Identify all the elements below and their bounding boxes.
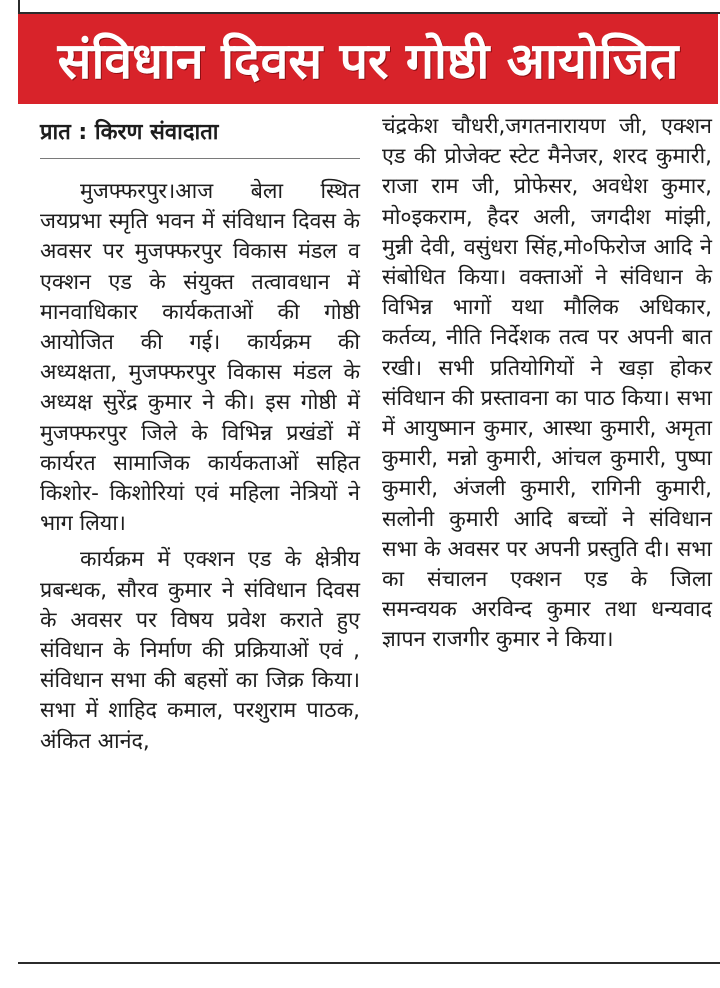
headline: संविधान दिवस पर गोष्ठी आयोजित xyxy=(57,32,679,90)
right-column xyxy=(382,112,712,656)
byline-rule xyxy=(40,158,360,159)
paragraph-2: कार्यक्रम में एक्शन एड के क्षेत्रीय प्रबन्धक, सौरव कुमार ने संविधान दिवस के अवसर पर विषय प्रवेश कराते हुए संविधान के निर्माण की प्रक्रियाओं एवं , संविधान सभा की बहसों का जिक्र किया। सभा में शाहिद कमाल, परशुराम पाठक, अंकित आनंद, xyxy=(40,547,360,754)
byline: प्रात : किरण संवादाता xyxy=(40,120,219,145)
paragraph-continued: चंद्रकेश चौधरी,जगतनारायण जी, एक्शन एड की प्रोजेक्ट स्टेट मैनेजर, शरद कुमारी, राजा राम जी, प्रोफेसर, अवधेश कुमार, मो०इकराम, हैदर अली, जगदीश मांझी, मुन्नी देवी, वसुंधरा सिंह,मो०फिरोज आदि ने संबोधित किया। वक्ताओं ने संविधान के विभिन्न भागों यथा मौलिक अधिकार, कर्तव्य, नीति निर्देशक तत्व पर अपनी बात रखी। सभी प्रतियोगियों ने खड़ा होकर संविधान की प्रस्तावना का पाठ किया। सभा में आयुष्मान कुमार, आस्था कुमारी, अमृता कुमारी, मन्नो कुमारी, आंचल कुमारी, पुष्पा कुमारी, अंजली कुमारी, रागिनी कुमारी, सलोनी कुमारी आदि बच्चों ने संविधान सभा के अवसर पर अपनी प्रस्तुति दी। सभा का संचालन एक्शन एड के जिला समन्वयक अरविन्द कुमार तथा धन्यवाद ज्ञापन राजगीर कुमार ने किया। xyxy=(382,114,712,653)
left-column xyxy=(40,112,360,757)
headline-banner xyxy=(18,14,718,104)
article-body xyxy=(30,112,710,972)
paragraph-1: मुजफ्फरपुर।आज बेला स्थित जयप्रभा स्मृति भवन में संविधान दिवस के अवसर पर मुजफ्फरपुर विकास मंडल व एक्शन एड के संयुक्त तत्वावधान में मानवाधिकार कार्यकताओं की गोष्ठी आयोजित की गई। कार्यक्रम की अध्यक्षता, मुजफ्फरपुर विकास मंडल के अध्यक्ष सुरेंद्र कुमार ने की। इस गोष्ठी में मुजफ्फरपुर जिले के विभिन्न प्रखंडों में कार्यरत सामाजिक कार्यकताओं सहित किशोर- किशोरियां एवं महिला नेत्रियों ने भाग लिया। xyxy=(40,179,360,537)
page-bottom-rule xyxy=(18,962,720,964)
page-top-rule xyxy=(18,0,720,14)
